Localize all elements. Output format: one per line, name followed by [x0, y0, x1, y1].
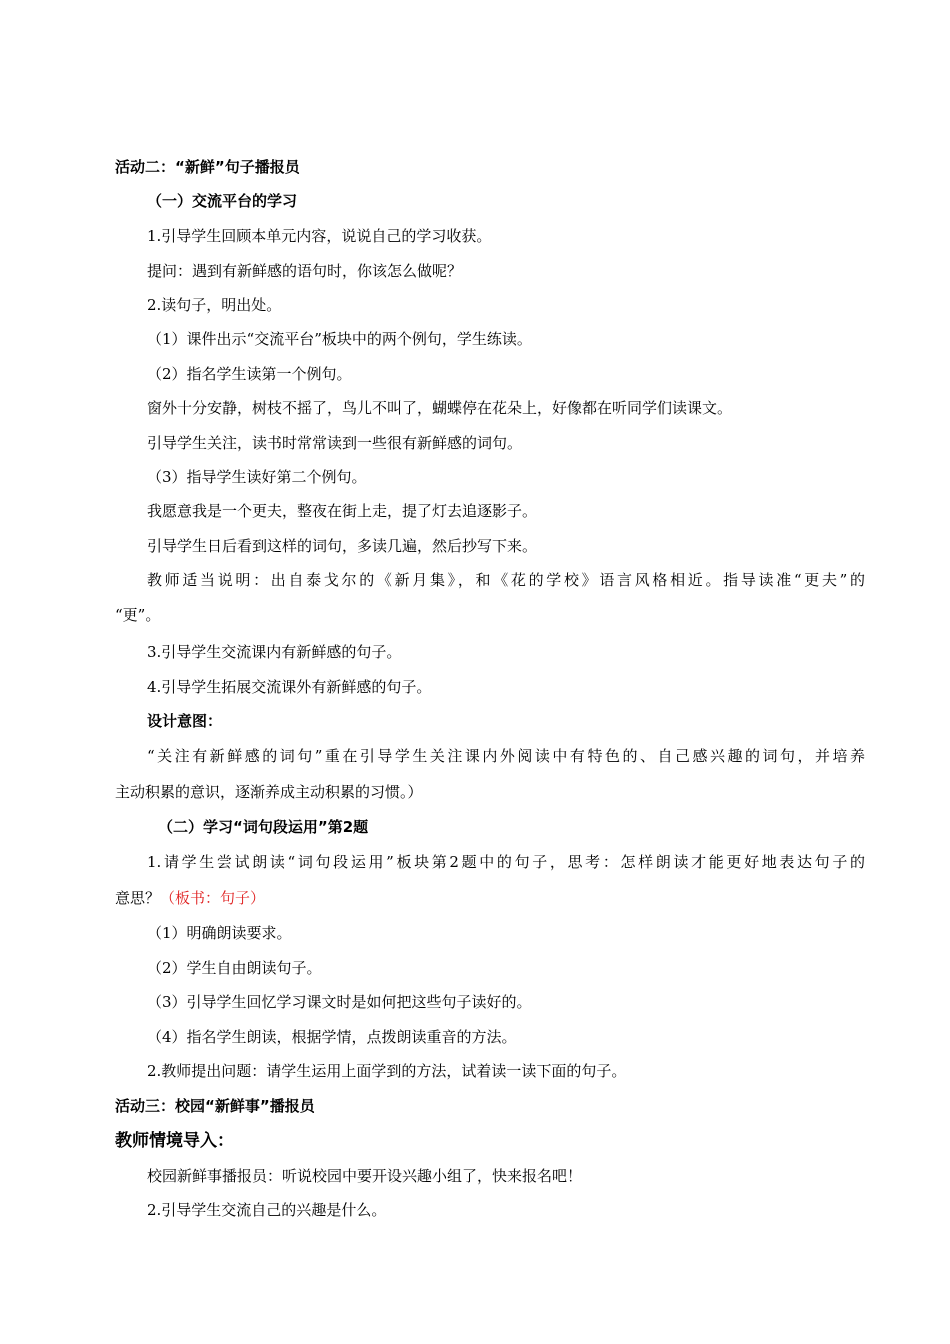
design-intent-heading: 设计意图：: [147, 712, 223, 730]
paragraph: （3）引导学生回忆学习课文时是如何把这些句子读好的。: [147, 993, 532, 1011]
paragraph: 引导学生日后看到这样的词句，多读几遍，然后抄写下来。: [147, 537, 538, 555]
paragraph: 提问：遇到有新鲜感的语句时，你该怎么做呢？: [147, 262, 463, 280]
design-intent-line-1: “关注有新鲜感的词句”重在引导学生关注课内外阅读中有特色的、自己感兴趣的词句，并培养: [147, 747, 865, 765]
paragraph: 2.引导学生交流自己的兴趣是什么。: [147, 1201, 387, 1219]
design-intent-line-2: 主动积累的意识，逐渐养成主动积累的习惯。）: [115, 783, 423, 801]
section2-heading: （二）学习“词句段运用”第2题: [158, 818, 369, 836]
board-note: （板书：句子）: [160, 889, 266, 907]
explain-line-1: 教师适当说明：出自泰戈尔的《新月集》，和《花的学校》语言风格相近。指导读准“更夫”的: [147, 571, 865, 589]
paragraph: （4）指名学生朗读，根据学情，点拨朗读重音的方法。: [147, 1028, 517, 1046]
paragraph: （2）学生自由朗读句子。: [147, 959, 322, 977]
paragraph: 1.引导学生回顾本单元内容，说说自己的学习收获。: [147, 227, 492, 245]
paragraph: 引导学生关注，读书时常常读到一些很有新鲜感的词句。: [147, 434, 523, 452]
question-line-1: 1.请学生尝试朗读“词句段运用”板块第2题中的句子，思考：怎样朗读才能更好地表达句子的: [147, 853, 865, 871]
paragraph: 4.引导学生拓展交流课外有新鲜感的句子。: [147, 678, 432, 696]
question-text: 意思？: [115, 889, 161, 907]
paragraph: 2.教师提出问题：请学生运用上面学到的方法，试着读一读下面的句子。: [147, 1062, 627, 1080]
example-sentence-2: 我愿意我是一个更夫，整夜在街上走，提了灯去追逐影子。: [147, 502, 538, 520]
activity3-title: 活动三：校园“新鲜事”播报员: [115, 1097, 315, 1115]
paragraph: （1）明确朗读要求。: [147, 924, 292, 942]
paragraph: （2）指名学生读第一个例句。: [147, 365, 352, 383]
activity2-title: 活动二：“新鲜”句子播报员: [115, 158, 300, 176]
example-sentence-1: 窗外十分安静，树枝不摇了，鸟儿不叫了，蝴蝶停在花朵上，好像都在听同学们读课文。: [147, 399, 733, 417]
paragraph: 2.读句子，明出处。: [147, 296, 282, 314]
paragraph: 校园新鲜事播报员：听说校园中要开设兴趣小组了，快来报名吧！: [147, 1167, 583, 1185]
paragraph: 3.引导学生交流课内有新鲜感的句子。: [147, 643, 402, 661]
explain-line-2: “更”。: [115, 606, 161, 624]
question-line-2: [115, 888, 865, 908]
paragraph: （1）课件出示“交流平台”板块中的两个例句，学生练读。: [147, 330, 532, 348]
section1-heading: （一）交流平台的学习: [147, 192, 298, 210]
paragraph: （3）指导学生读好第二个例句。: [147, 468, 367, 486]
intro-heading: 教师情境导入：: [115, 1131, 234, 1151]
